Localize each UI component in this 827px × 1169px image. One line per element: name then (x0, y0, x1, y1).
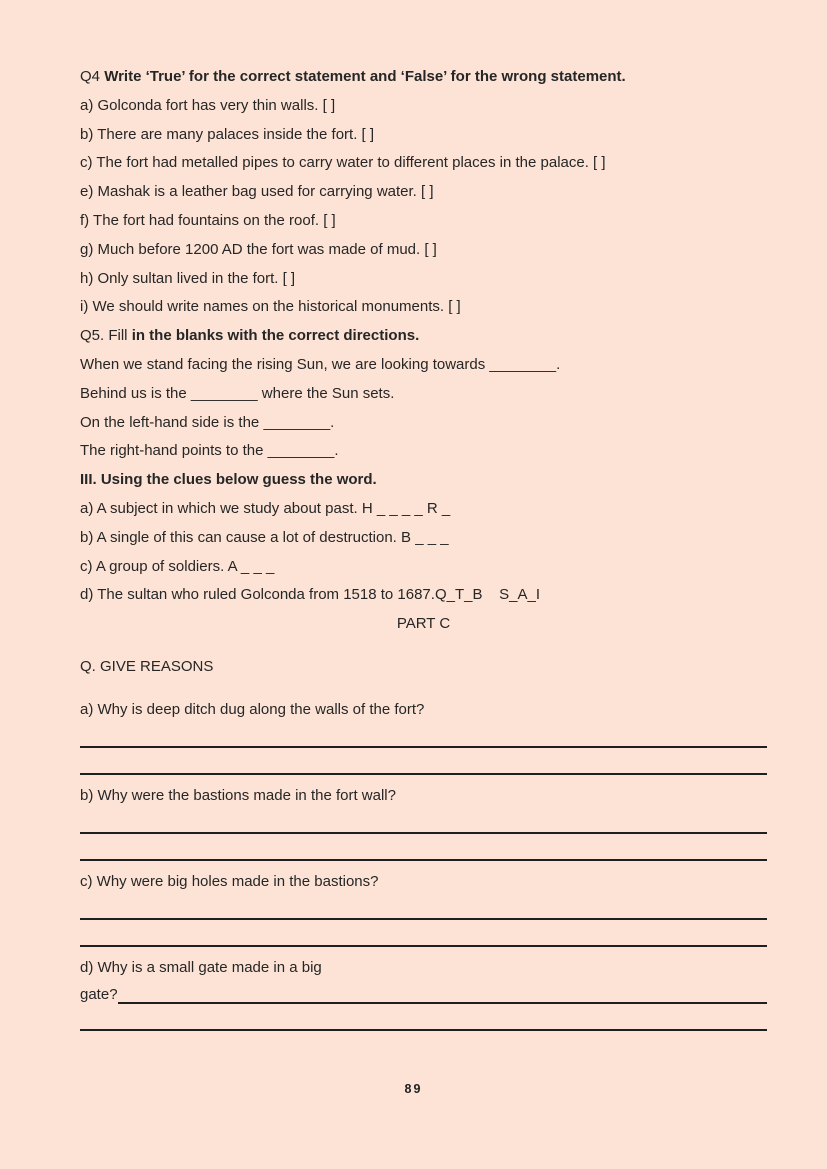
give-reasons-heading: Q. GIVE REASONS (80, 657, 214, 675)
q5-item-right: The right-hand points to the ________. (80, 442, 339, 460)
q4-heading-bold: Write ‘True’ for the correct statement and ‘False’ for the wrong statement. (104, 68, 626, 85)
reason-question-d-continuation (80, 977, 767, 1004)
q5-heading (80, 322, 767, 351)
q4-item-b: b) There are many palaces inside the fort. [ ] (80, 125, 375, 143)
answer-line (80, 805, 767, 834)
q4-item-i: i) We should write names on the historical monuments. [ ] (80, 298, 461, 316)
answer-line (118, 1002, 767, 1004)
q5-prefix: Q5. Fill (80, 327, 132, 345)
clue-item-a: a) A subject in which we study about past. H _ _ _ _ R _ (80, 499, 451, 517)
q5-item-left: On the left-hand side is the ________. (80, 413, 335, 431)
answer-line (80, 834, 767, 861)
clue-item-c: c) A group of soldiers. A _ _ _ (80, 557, 275, 575)
clue-item-b: b) A single of this can cause a lot of destruction. B _ _ _ (80, 528, 449, 546)
q4-item-e: e) Mashak is a leather bag used for carrying water. [ ] (80, 183, 434, 201)
page-number: 89 (404, 1082, 423, 1096)
q4-prefix: Q4 (80, 68, 105, 85)
answer-line (80, 719, 767, 748)
q5-heading-bold: in the blanks with the correct directions. (131, 327, 420, 345)
clue-item-d: d) The sultan who ruled Golconda from 1518 to 1687.Q_T_B S_A_I (80, 586, 540, 604)
gate-label: gate? (80, 985, 118, 1003)
answer-line (80, 920, 767, 947)
part-c-title: PART C (396, 615, 451, 633)
q4-item-a: a) Golconda fort has very thin walls. [ ] (80, 96, 336, 114)
answer-line (80, 748, 767, 775)
reason-question-c: c) Why were big holes made in the bastions? (80, 872, 379, 890)
q5-item-west: Behind us is the ________ where the Sun sets. (80, 384, 395, 402)
q4-item-g: g) Much before 1200 AD the fort was made of mud. [ ] (80, 240, 437, 258)
answer-line (80, 1004, 767, 1031)
answer-line (80, 891, 767, 920)
reason-question-a: a) Why is deep ditch dug along the walls of the fort? (80, 700, 425, 718)
q5-item-east: When we stand facing the rising Sun, we are looking towards ________. (80, 355, 561, 373)
q4-heading (80, 63, 767, 92)
reason-question-d: d) Why is a small gate made in a big (80, 958, 322, 976)
q4-item-f: f) The fort had fountains on the roof. [ ] (80, 211, 336, 229)
worksheet-content (80, 63, 767, 1031)
q4-item-h: h) Only sultan lived in the fort. [ ] (80, 269, 296, 287)
q4-item-c: c) The fort had metalled pipes to carry water to different places in the palace. [ ] (80, 154, 606, 172)
clues-heading: III. Using the clues below guess the word. (80, 471, 377, 489)
reason-question-b: b) Why were the bastions made in the fort wall? (80, 786, 396, 804)
